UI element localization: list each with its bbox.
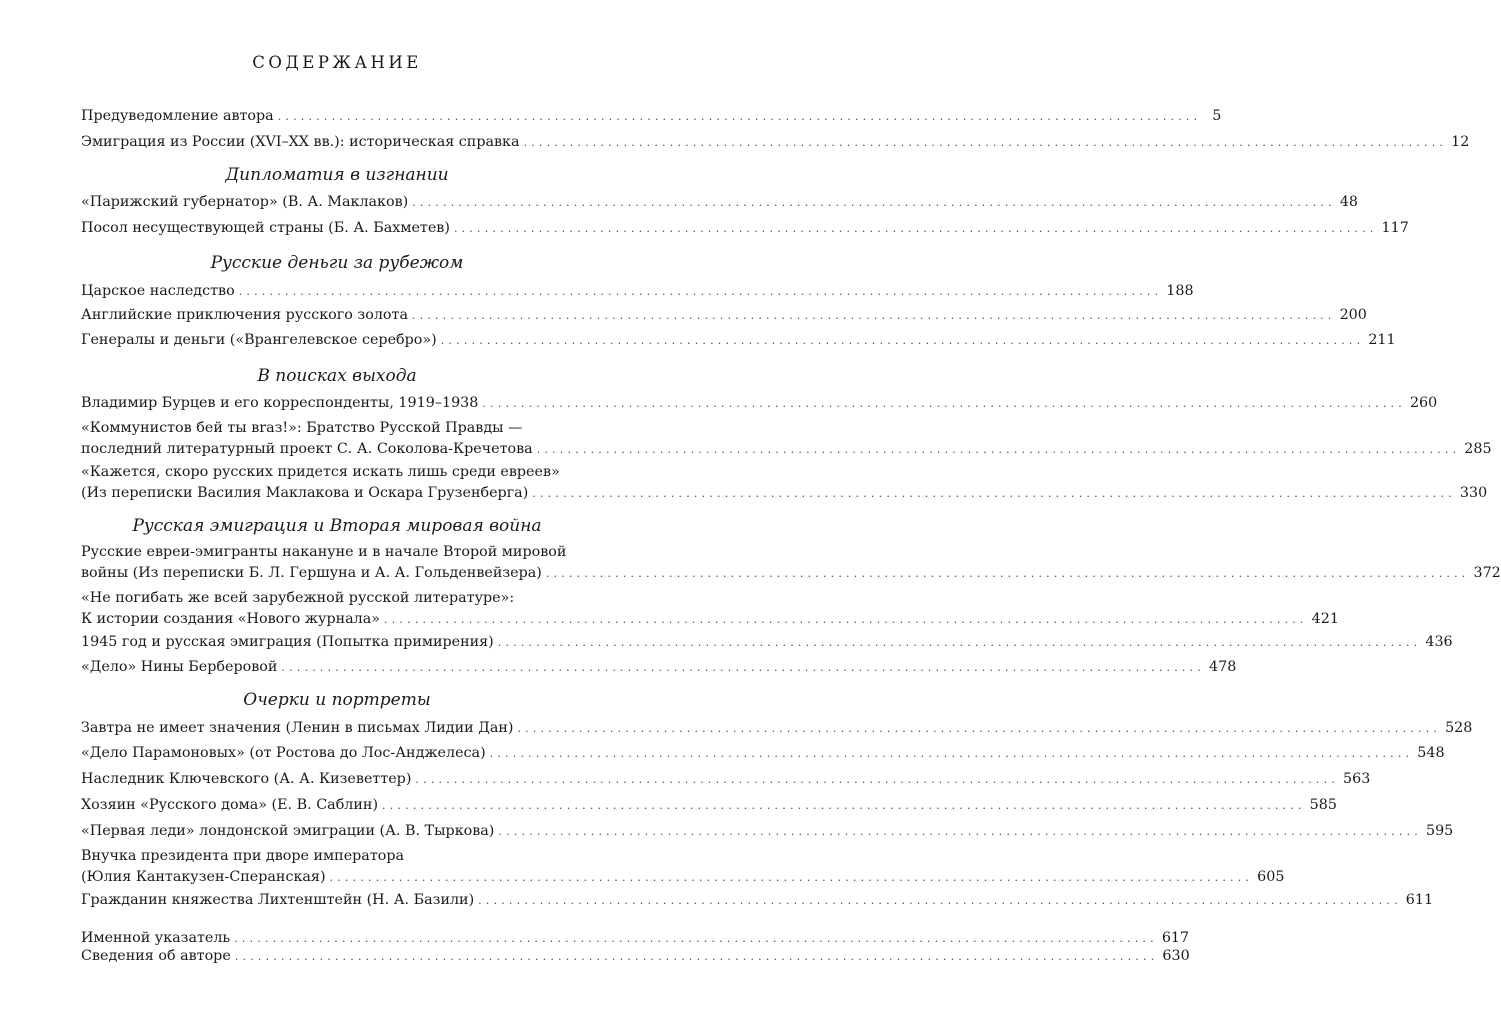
entry-title: Именной указатель: [81, 930, 231, 946]
leader-dots: ........................................................................................................................: [440, 334, 1365, 347]
section-heading: В поисках выхода: [257, 366, 417, 386]
entry-page: 436: [1425, 634, 1453, 650]
entry-title-line1: «Не погибать же всей зарубежной русской литературе»:: [81, 590, 515, 606]
section-heading: Очерки и портреты: [243, 690, 431, 710]
entry-title: Генералы и деньги («Врангелевское серебро»): [81, 332, 437, 348]
toc-entry[interactable]: [81, 542, 1501, 584]
entry-page: 372: [1473, 565, 1501, 581]
leader-dots: ........................................................................................................................: [234, 932, 1158, 945]
entry-title: (Из переписки Василия Маклакова и Оскара Грузенберга): [81, 485, 529, 501]
section-heading: Дипломатия в изгнании: [225, 165, 449, 185]
entry-page: 285: [1464, 441, 1492, 457]
leader-dots: ........................................................................................................................: [415, 773, 1340, 786]
toc-entry[interactable]: [81, 305, 1367, 326]
toc-entry[interactable]: [81, 132, 1470, 153]
entry-page: 12: [1451, 134, 1470, 150]
entry-title: войны (Из переписки Б. Л. Гершуна и А. А. Гольденвейзера): [81, 565, 542, 581]
entry-title: Предуведомление автора: [81, 108, 274, 124]
entry-page: 330: [1459, 485, 1488, 501]
leader-dots: ........................................................................................................................: [234, 950, 1159, 963]
toc-entry[interactable]: [81, 846, 1285, 888]
entry-title: «Парижский губернатор» (В. А. Маклаков): [81, 194, 409, 210]
leader-dots: ........................................................................................................................: [498, 825, 1422, 838]
toc-entry[interactable]: [81, 890, 1434, 911]
entry-title: Английские приключения русского золота: [81, 307, 408, 323]
leader-dots: ........................................................................................................................: [453, 222, 1378, 235]
entry-title: 1945 год и русская эмиграция (Попытка примирения): [81, 634, 494, 650]
entry-title-line1: «Коммунистов бей ты вraз!»: Братство Русской Правды —: [81, 420, 523, 436]
toc-entry[interactable]: [81, 281, 1194, 302]
leader-dots: ........................................................................................................................: [523, 136, 1448, 149]
entry-title: Наследник Ключевского (А. А. Кизеветтер): [81, 771, 412, 787]
leader-dots: ........................................................................................................................: [412, 196, 1336, 209]
entry-title-line1: Внучка президента при дворе императора: [81, 848, 405, 864]
entry-title: Гражданин княжества Лихтенштейн (Н. А. Базили): [81, 892, 475, 908]
entry-title-line1: Русские евреи-эмигранты накануне и в начале Второй мировой: [81, 544, 567, 560]
toc-entry[interactable]: [81, 418, 1492, 460]
leader-dots: ........................................................................................................................: [536, 443, 1461, 456]
entry-page: 605: [1257, 869, 1285, 885]
toc-entry[interactable]: [81, 795, 1337, 816]
toc-entry[interactable]: [81, 462, 1488, 504]
entry-page: 478: [1209, 659, 1237, 675]
leader-dots: ........................................................................................................................: [489, 747, 1414, 760]
leader-dots: ........................................................................................................................: [482, 397, 1406, 410]
leader-dots: ........................................................................................................................: [384, 613, 1308, 626]
entry-page: 585: [1309, 797, 1337, 813]
leader-dots: ........................................................................................................................: [329, 871, 1254, 884]
leader-dots: ........................................................................................................................: [545, 567, 1470, 580]
entry-title: Посол несуществующей страны (Б. А. Бахметев): [81, 220, 450, 236]
leader-dots: ........................................................................................................................: [281, 661, 1205, 674]
leader-dots: ........................................................................................................................: [478, 894, 1402, 907]
entry-title: последний литературный проект С. А. Соколова-Кречетова: [81, 441, 533, 457]
toc-entry[interactable]: [81, 393, 1438, 414]
entry-title: Царское наследство: [81, 283, 235, 299]
toc-entry[interactable]: [81, 330, 1396, 351]
entry-page: 548: [1417, 745, 1445, 761]
entry-title: К истории создания «Нового журнала»: [81, 611, 381, 627]
entry-page: 595: [1425, 823, 1454, 839]
entry-page: 611: [1405, 892, 1434, 908]
leader-dots: ........................................................................................................................: [411, 309, 1336, 322]
toc-entry[interactable]: [81, 218, 1409, 239]
entry-page: 211: [1368, 332, 1396, 348]
entry-title: «Первая леди» лондонской эмиграции (А. В. Тыркова): [81, 823, 495, 839]
toc-entry[interactable]: [81, 632, 1453, 653]
toc-entry[interactable]: [81, 718, 1473, 739]
entry-title: «Дело Парамоновых» (от Ростова до Лос-Анджелеса): [81, 745, 486, 761]
entry-page: 421: [1311, 611, 1339, 627]
entry-title: Хозяин «Русского дома» (Е. В. Саблин): [81, 797, 379, 813]
entry-title: Сведения об авторе: [81, 948, 231, 964]
entry-title: Эмиграция из России (XVI–XX вв.): историческая справка: [81, 134, 520, 150]
toc-entry[interactable]: [81, 769, 1371, 790]
leader-dots: ........................................................................................................................: [238, 285, 1163, 298]
entry-page: 117: [1381, 220, 1409, 236]
entry-page: 630: [1162, 948, 1190, 964]
entry-page: 188: [1166, 283, 1194, 299]
entry-page: 200: [1339, 307, 1367, 323]
section-heading: Русские деньги за рубежом: [210, 253, 464, 273]
toc-entry[interactable]: [81, 106, 1222, 127]
leader-dots: ........................................................................................................................: [517, 722, 1442, 735]
entry-page: 617: [1161, 930, 1190, 946]
toc-title: СОДЕРЖАНИЕ: [252, 53, 422, 72]
entry-page: 563: [1343, 771, 1371, 787]
section-heading: Русская эмиграция и Вторая мировая война: [132, 516, 542, 536]
entry-page: 260: [1409, 395, 1438, 411]
toc-entry[interactable]: [81, 743, 1445, 764]
leader-dots: ........................................................................................................................: [497, 636, 1422, 649]
entry-page: 528: [1445, 720, 1473, 736]
entry-title: (Юлия Кантакузен-Сперанская): [81, 869, 326, 885]
toc-entry[interactable]: [81, 946, 1190, 967]
entry-page: 48: [1339, 194, 1359, 210]
leader-dots: ........................................................................................................................: [532, 487, 1456, 500]
entry-title: Завтра не имеет значения (Ленин в письмах Лидии Дан): [81, 720, 514, 736]
entry-title: «Дело» Нины Берберовой: [81, 659, 278, 675]
entry-page: 5: [1212, 108, 1222, 124]
entry-title: Владимир Бурцев и его корреспонденты, 1919–1938: [81, 395, 479, 411]
toc-entry[interactable]: [81, 192, 1359, 213]
toc-entry[interactable]: [81, 657, 1237, 678]
leader-dots: ........................................................................................................................: [277, 110, 1202, 123]
toc-entry[interactable]: [81, 821, 1454, 842]
toc-entry[interactable]: [81, 588, 1339, 630]
leader-dots: ........................................................................................................................: [382, 799, 1306, 812]
entry-title-line1: «Кажется, скоро русских придется искать лишь среди евреев»: [81, 464, 560, 480]
